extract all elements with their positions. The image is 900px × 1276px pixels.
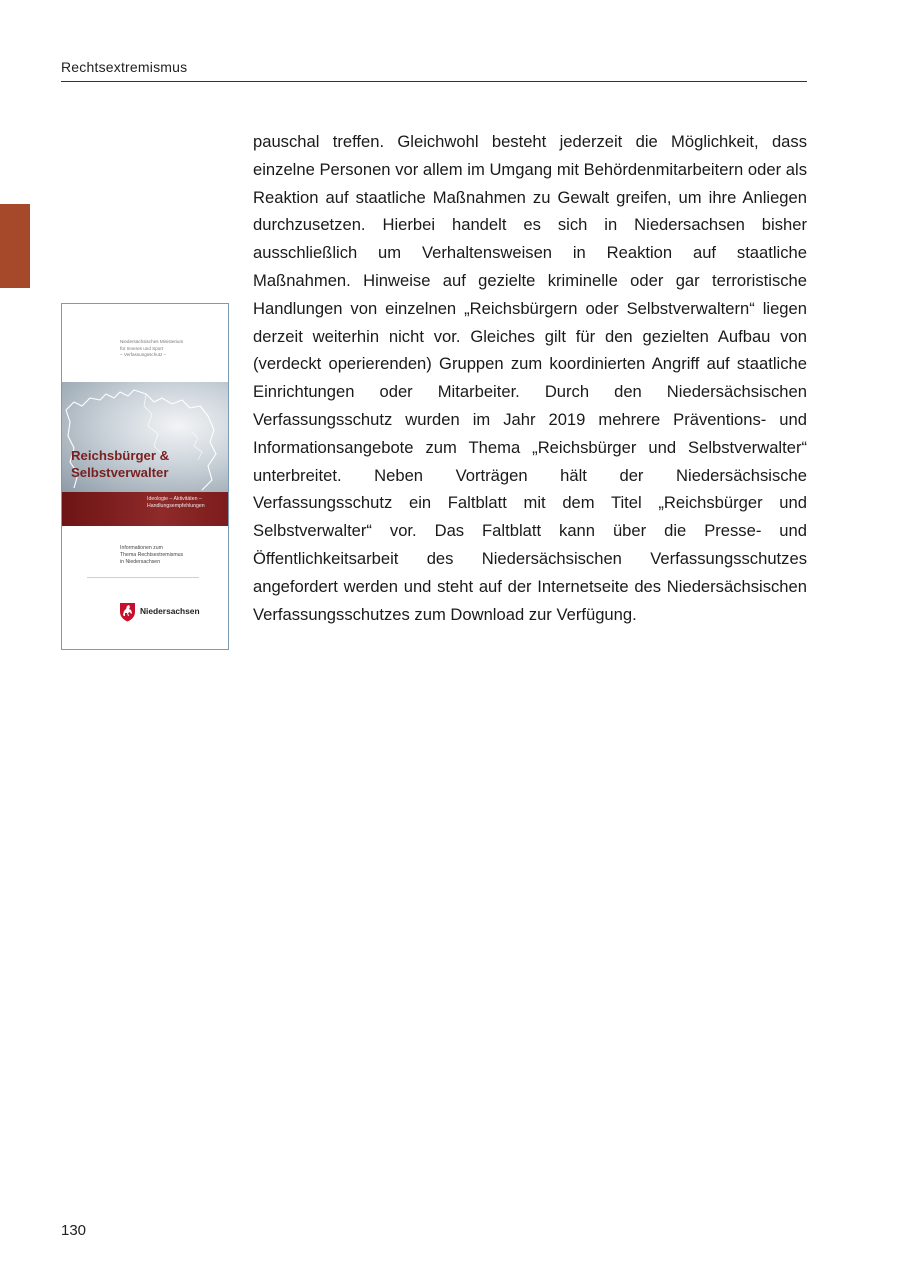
brochure-publisher-line: für Inneres und Sport: [120, 345, 164, 351]
brochure-title-line: Selbstverwalter: [71, 465, 169, 480]
brochure-title-line: Reichsbürger &: [71, 448, 170, 463]
page-number: 130: [61, 1222, 87, 1239]
brochure-publisher-line: – Verfassungsschutz –: [120, 352, 167, 358]
niedersachsen-horse-shield-icon: [119, 602, 136, 622]
running-header: [61, 57, 807, 82]
body-paragraph: pauschal treffen. Gleichwohl besteht jederzeit die Möglichkeit, dass einzelne Personen vor allem im Umgang mit Behördenmitarbeitern oder als Reaktion auf staatliche Maßnahmen zu Gewalt greifen, um ihre Anliegen durchzusetzen. Hierbei handelt es sich in Niedersachsen bisher ausschließlich um Verhaltensweisen in Reaktion auf staatliche Maßnahmen. Hinweise auf gezielte kriminelle oder gar terroristische Handlungen von einzelnen „Reichsbürgern oder Selbstverwaltern“ liegen derzeit weiterhin nicht vor. Gleiches gilt für den gezielten Aufbau von (verdeckt operierenden) Gruppen zum koordinierten Angriff auf staatliche Einrichtungen oder Mitarbeiter. Durch den Niedersächsischen Verfassungsschutz wurden im Jahr 2019 mehrere Präventions- und Informationsangebote zum Thema „Reichsbürger und Selbstverwalter“ unterbreitet. Neben Vorträgen hält der Niedersächsische Verfassungsschutz ein Faltblatt mit dem Titel „Reichsbürger und Selbstverwalter“ vor. Das Faltblatt kann über die Presse- und Öffentlichkeitsarbeit des Niedersächsischen Verfassungsschutzes angefordert werden und steht auf der Internetseite des Niedersächsischen Verfassungsschutzes zum Download zur Verfügung.: [253, 132, 807, 624]
brochure-publisher: [120, 339, 220, 359]
brochure-logo-text: Niedersachsen: [140, 606, 200, 616]
brochure-divider: [87, 577, 199, 578]
brochure-info-line: Informationen zum: [120, 545, 163, 551]
brochure-subtitle-line: Ideologie – Aktivitäten –: [147, 496, 202, 502]
brochure-info: [120, 545, 183, 565]
brochure-cover-image: [61, 303, 229, 650]
chapter-side-tab: [0, 204, 30, 288]
brochure-title: [71, 447, 169, 481]
brochure-info-line: in Niedersachsen: [120, 558, 161, 565]
brochure-publisher-line: Niedersächsisches Ministerium: [120, 339, 184, 344]
section-title: Rechtsextremismus: [61, 59, 188, 75]
brochure-info-line: Thema Rechtsextremismus: [120, 551, 184, 558]
brochure-subtitle-line: Handlungsempfehlungen: [147, 503, 205, 510]
brochure-subtitle: [147, 496, 205, 511]
